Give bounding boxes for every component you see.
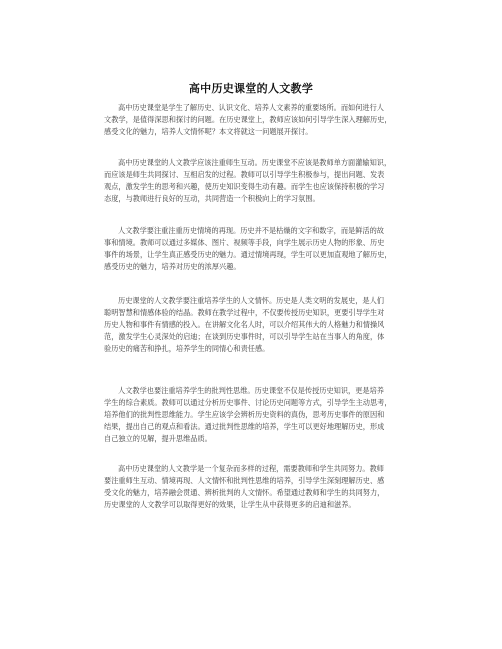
paragraph-line: 高中历史课堂的人文教学是一个复杂而多样的过程，需要教师和学生共同努力。教师 <box>118 464 384 473</box>
paragraph-line: 聪明智慧和情感体验的结晶。教师在教学过程中，不仅要传授历史知识，更要引导学生对 <box>104 307 385 317</box>
paragraph-line: 结果，提出自己的观点和看法。通过批判性思维的培养，学生可以更好地理解历史，形成 <box>104 421 385 431</box>
paragraph-line: 高中历史课堂是学生了解历史、认识文化、培养人文素养的重要场所。而如何进行人 <box>118 103 384 112</box>
paragraph-4 <box>104 295 404 354</box>
paragraph-2 <box>104 157 404 205</box>
paragraph-line: 高中历史课堂的人文教学应该注重师生互动。历史课堂不应该是教师单方面灌输知识， <box>118 158 392 167</box>
paragraph-line: 人文教学也要注重培养学生的批判性思维。历史课堂不仅是传授历史知识，更是培养 <box>118 386 384 395</box>
paragraph-line: 事件的场景，让学生真正感受历史的魅力。通过情境再现，学生可以更加直观地了解历史， <box>104 249 392 259</box>
paragraph-line: 文教学，是值得深思和探讨的问题。在历史课堂上，教师应该如何引导学生深入理解历史， <box>104 114 392 124</box>
paragraph-5 <box>104 385 404 444</box>
paragraph-line: 而应该是师生共同探讨、互相启发的过程。教师可以引导学生积极参与，提出问题、发表 <box>104 169 385 179</box>
paragraph-line: 历史课堂的人文教学可以取得更好的效果，让学生从中获得更多的启迪和滋养。 <box>104 499 356 509</box>
paragraph-line: 学生的综合素质。教师可以通过分析历史事件、讨论历史问题等方式，引导学生主动思考， <box>104 397 392 407</box>
paragraph-3 <box>104 225 404 273</box>
paragraph-line: 感受文化的魅力，培养人文情怀呢？本文将就这一问题展开探讨。 <box>104 126 313 136</box>
paragraph-line: 历史课堂的人文教学要注重培养学生的人文情怀。历史是人类文明的发展史，是人们 <box>118 296 384 305</box>
paragraph-line: 人文教学要注重注重历史情境的再现。历史并不是枯燥的文字和数字，而是鲜活的故 <box>118 226 384 235</box>
paragraph-line: 验历史的痛苦和挣扎，培养学生的同情心和责任感。 <box>104 343 270 353</box>
paragraph-line: 自己独立的见解，提升思维品质。 <box>104 433 212 443</box>
paragraph-line: 范，激发学生心灵深处的启迪；在谈到历史事件时，可以引导学生站在当事人的角度，体 <box>104 331 385 341</box>
paragraph-line: 历史人物和事件有情感的投入。在讲解文化名人时，可以介绍其伟大的人格魅力和情操风 <box>104 319 385 329</box>
paragraph-6 <box>104 463 404 511</box>
paragraph-line: 受文化的魅力，培养融会贯通、辨析批判的人文情怀。希望通过教师和学生的共同努力， <box>104 487 385 497</box>
paragraph-1 <box>104 102 404 138</box>
paragraph-line: 感受历史的魅力，培养对历史的浓厚兴趣。 <box>104 261 241 271</box>
paragraph-line: 培养他们的批判性思维能力。学生应该学会辨析历史资料的真伪，思考历史事件的原因和 <box>104 409 385 419</box>
paragraph-line: 事和情境。教师可以通过多媒体、图片、视频等手段，向学生展示历史人物的形象、历史 <box>104 237 385 247</box>
document-title: 高中历史课堂的人文教学 <box>188 82 314 95</box>
paragraph-line: 态度，与教师进行良好的互动，共同营造一个积极向上的学习氛围。 <box>104 193 320 203</box>
paragraph-line: 观点，激发学生的思考和兴趣，使历史知识变得生动有趣。而学生也应该保持积极的学习 <box>104 181 385 191</box>
paragraph-line: 要注重师生互动、情境再现、人文情怀和批判性思维的培养，引导学生深刻理解历史、感 <box>104 475 385 485</box>
